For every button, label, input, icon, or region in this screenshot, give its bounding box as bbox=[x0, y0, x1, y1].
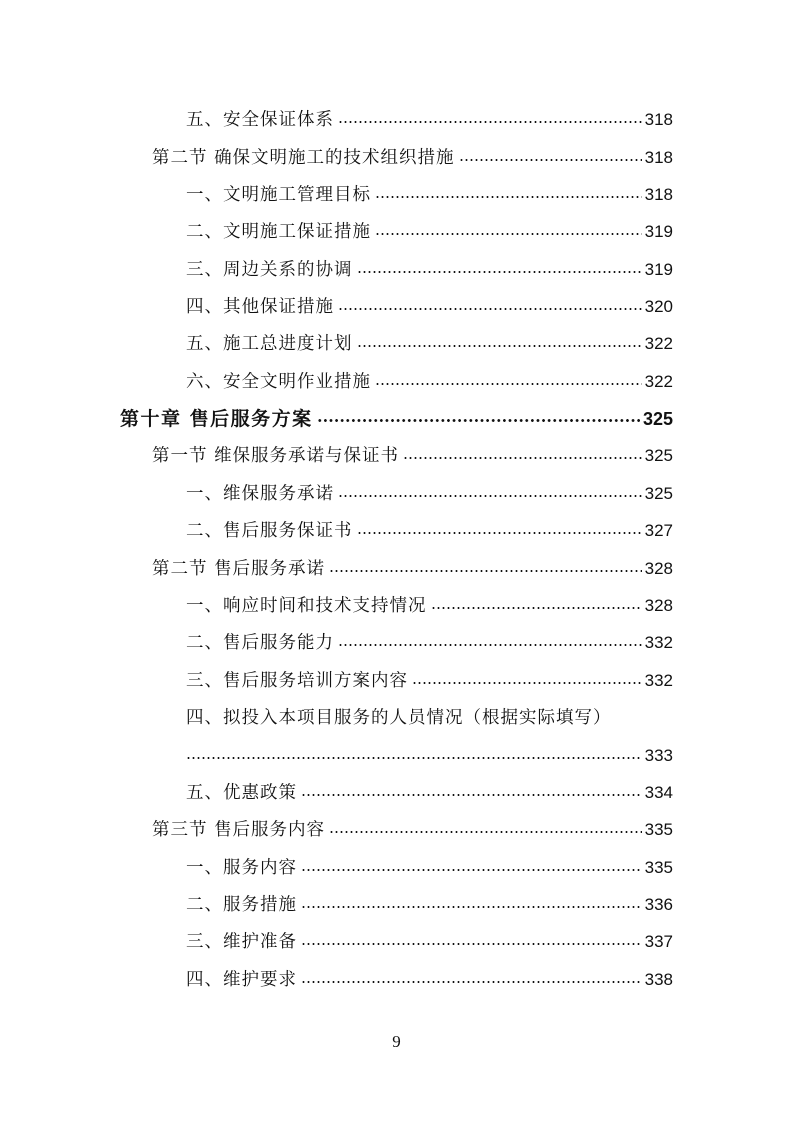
toc-entry[interactable] bbox=[152, 141, 673, 169]
toc-entry[interactable] bbox=[186, 589, 673, 617]
toc-entry-title: 二、服务措施 bbox=[186, 895, 297, 915]
toc-entry-title: 二、售后服务保证书 bbox=[186, 521, 353, 541]
page-number: 9 bbox=[392, 1032, 401, 1051]
toc-entry-page: 319 bbox=[644, 222, 673, 241]
toc-dot-leader bbox=[338, 493, 642, 499]
toc-dot-leader bbox=[301, 792, 642, 798]
toc-entry[interactable] bbox=[186, 178, 673, 206]
toc-entry[interactable] bbox=[186, 327, 673, 355]
toc-dot-leader bbox=[301, 941, 642, 947]
toc-dot-leader bbox=[329, 829, 642, 835]
toc-entry-page: 322 bbox=[644, 334, 673, 353]
toc-entry[interactable] bbox=[186, 776, 673, 804]
toc-entry-title: 四、拟投入本项目服务的人员情况（根据实际填写） bbox=[186, 708, 612, 728]
toc-entry[interactable] bbox=[186, 701, 673, 729]
toc-entry-page: 319 bbox=[644, 260, 673, 279]
toc-dot-leader bbox=[329, 568, 642, 574]
toc-entry-title: 二、售后服务能力 bbox=[186, 633, 334, 653]
toc-entry-page: 325 bbox=[644, 446, 673, 465]
toc-entry-title: 四、其他保证措施 bbox=[186, 297, 334, 317]
toc-entry-title: 第二节 确保文明施工的技术组织措施 bbox=[152, 148, 455, 168]
toc-entry[interactable] bbox=[186, 925, 673, 953]
toc-entry[interactable] bbox=[152, 552, 673, 580]
toc-entry-title: 第十章 售后服务方案 bbox=[120, 408, 313, 430]
toc-entry[interactable] bbox=[186, 664, 673, 692]
toc-dot-leader bbox=[357, 530, 642, 536]
toc-entry-page: 325 bbox=[644, 484, 673, 503]
toc-entry[interactable] bbox=[152, 813, 673, 841]
toc-entry-title: 第二节 售后服务承诺 bbox=[152, 559, 326, 579]
toc-entry-page: 318 bbox=[644, 185, 673, 204]
toc-entry[interactable] bbox=[186, 514, 673, 542]
toc-entry-page: 322 bbox=[644, 372, 673, 391]
toc-dot-leader bbox=[301, 979, 642, 985]
toc-dot-leader bbox=[317, 417, 640, 424]
toc-entry[interactable] bbox=[186, 626, 673, 654]
toc-dot-leader bbox=[301, 904, 642, 910]
toc-dot-leader bbox=[403, 455, 642, 461]
toc-entry-title: 一、响应时间和技术支持情况 bbox=[186, 596, 427, 616]
toc-entry-title: 四、维护要求 bbox=[186, 970, 297, 990]
toc-entry[interactable] bbox=[186, 963, 673, 991]
toc-dot-leader bbox=[357, 343, 642, 349]
toc-entry-page: 333 bbox=[644, 746, 673, 765]
toc-dot-leader bbox=[375, 381, 642, 387]
toc-entry[interactable] bbox=[152, 439, 673, 467]
toc-entry-title: 二、文明施工保证措施 bbox=[186, 222, 371, 242]
toc-entry-title: 六、安全文明作业措施 bbox=[186, 372, 371, 392]
toc-dot-leader bbox=[459, 157, 642, 163]
toc-entry[interactable] bbox=[186, 215, 673, 243]
toc-entry[interactable] bbox=[186, 888, 673, 916]
toc-entry-page: 332 bbox=[644, 671, 673, 690]
toc-entry-title: 第三节 售后服务内容 bbox=[152, 820, 326, 840]
toc-entry[interactable] bbox=[186, 477, 673, 505]
toc-dot-leader bbox=[338, 306, 642, 312]
toc-entry-page: 334 bbox=[644, 783, 673, 802]
toc-entry-page: 320 bbox=[644, 297, 673, 316]
toc-entry-page: 335 bbox=[644, 820, 673, 839]
toc-entry-page: 318 bbox=[644, 110, 673, 129]
toc-entry-title: 一、维保服务承诺 bbox=[186, 484, 334, 504]
toc-entry-title: 一、文明施工管理目标 bbox=[186, 185, 371, 205]
toc-entry-title: 五、施工总进度计划 bbox=[186, 334, 353, 354]
toc-entry-continuation[interactable] bbox=[186, 739, 673, 767]
toc-entry-page: 328 bbox=[644, 596, 673, 615]
toc-entry-title: 五、优惠政策 bbox=[186, 783, 297, 803]
toc-entry-title: 三、周边关系的协调 bbox=[186, 260, 353, 280]
toc-entry-title: 五、安全保证体系 bbox=[186, 110, 334, 130]
toc-entry-title: 三、维护准备 bbox=[186, 932, 297, 952]
toc-entry[interactable] bbox=[186, 103, 673, 131]
toc-entry-title: 第一节 维保服务承诺与保证书 bbox=[152, 446, 400, 466]
toc-dot-leader bbox=[186, 755, 642, 761]
toc-entry[interactable] bbox=[186, 290, 673, 318]
toc-dot-leader bbox=[301, 867, 642, 873]
toc-entry-page: 335 bbox=[644, 858, 673, 877]
toc-entry-page: 338 bbox=[644, 970, 673, 989]
toc-dot-leader bbox=[357, 269, 642, 275]
toc-dot-leader bbox=[338, 119, 642, 125]
toc-entry[interactable] bbox=[186, 253, 673, 281]
toc-entry-page: 318 bbox=[644, 148, 673, 167]
toc-entry-page: 336 bbox=[644, 895, 673, 914]
toc-dot-leader bbox=[412, 680, 642, 686]
toc-entry-page: 337 bbox=[644, 932, 673, 951]
toc-entry-page: 328 bbox=[644, 559, 673, 578]
toc-entry-page: 325 bbox=[642, 409, 673, 429]
toc-entry-page: 327 bbox=[644, 521, 673, 540]
toc-entry-page: 332 bbox=[644, 633, 673, 652]
toc-dot-leader bbox=[338, 642, 642, 648]
toc-entry-title: 一、服务内容 bbox=[186, 858, 297, 878]
toc-dot-leader bbox=[431, 605, 642, 611]
toc-dot-leader bbox=[375, 231, 642, 237]
toc-entry[interactable] bbox=[186, 851, 673, 879]
toc-entry-title: 三、售后服务培训方案内容 bbox=[186, 671, 408, 691]
toc-dot-leader bbox=[375, 194, 642, 200]
toc-entry[interactable] bbox=[186, 365, 673, 393]
toc-chapter-entry[interactable] bbox=[120, 402, 673, 430]
